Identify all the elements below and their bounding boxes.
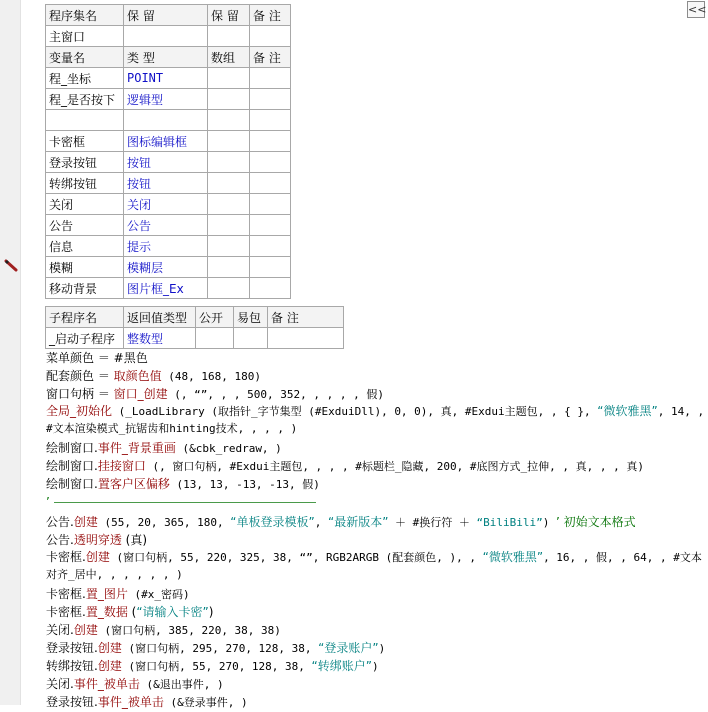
code-args: , 14, , #文本渲染模式_抗锯齿和hinting技术, , , , ) <box>46 405 705 435</box>
code-line[interactable] <box>46 513 706 531</box>
code-args: (#x_密码) <box>127 588 190 601</box>
code-text: 窗口句柄 ＝ <box>46 387 114 401</box>
code-line[interactable] <box>46 385 706 403</box>
code-text: 菜单颜色 ＝ <box>46 351 114 365</box>
header-cell: 保 留 <box>208 5 250 26</box>
header-cell: 数组 <box>208 47 250 68</box>
header-cell: 备 注 <box>250 5 291 26</box>
code-string: “微软雅黑” <box>597 404 658 418</box>
header-cell: 备 注 <box>250 47 291 68</box>
code-line[interactable] <box>46 639 706 657</box>
code-text: 配套颜色 ＝ <box>46 369 114 383</box>
table-row[interactable] <box>46 173 291 194</box>
sub-name-cell[interactable]: _启动子程序 <box>46 328 124 349</box>
table-row[interactable] <box>46 328 344 349</box>
header-cell: 返回值类型 <box>124 307 196 328</box>
code-func: 置客户区偏移 <box>97 477 170 491</box>
code-line[interactable] <box>46 621 706 639</box>
table-cell[interactable] <box>208 194 250 215</box>
code-args: (窗口句柄, 55, 220, 325, 38, “”, RGB2ARGB (配套颜色, ), , <box>109 551 483 564</box>
table-cell[interactable] <box>250 131 291 152</box>
table-cell[interactable] <box>208 257 250 278</box>
code-args: (窗口句柄, 55, 270, 128, 38, <box>121 660 312 673</box>
code-args: (&cbk_redraw, ) <box>175 442 282 455</box>
code-args: (_LoadLibrary (取指针_字节集型 (#ExduiDll), 0, 0), 真, #Exdui主题包, , { }, <box>112 405 598 418</box>
table-cell[interactable] <box>208 173 250 194</box>
table-cell[interactable] <box>250 173 291 194</box>
code-text: 绘制窗口. <box>46 441 98 455</box>
pen-edit-icon <box>4 258 18 272</box>
var-type-cell[interactable]: 图标编辑框 <box>124 131 208 152</box>
code-line[interactable] <box>46 457 706 475</box>
table-cell[interactable] <box>208 26 250 47</box>
code-line[interactable] <box>46 549 706 583</box>
code-args: ＋ #换行符 ＋ <box>388 516 477 529</box>
table-cell[interactable] <box>250 278 291 299</box>
header-cell: 保 留 <box>124 5 208 26</box>
var-name-cell[interactable]: 关闭 <box>46 194 124 215</box>
var-name-cell[interactable] <box>46 110 124 131</box>
table-row[interactable] <box>46 215 291 236</box>
table-cell[interactable] <box>250 257 291 278</box>
code-args: (13, 13, -13, -13, 假) <box>169 478 320 491</box>
table-cell[interactable] <box>208 131 250 152</box>
table-row <box>46 5 291 26</box>
header-cell: 程序集名 <box>46 5 124 26</box>
editor-gutter <box>0 0 21 705</box>
code-line[interactable] <box>46 657 706 675</box>
var-name-cell[interactable]: 卡密框 <box>46 131 124 152</box>
header-cell: 备 注 <box>268 307 344 328</box>
table-row[interactable] <box>46 194 291 215</box>
table-row <box>46 307 344 328</box>
code-line[interactable] <box>46 349 706 367</box>
table-cell[interactable] <box>250 89 291 110</box>
code-text: 卡密框. <box>46 550 86 564</box>
code-args: (&登录事件, ) <box>163 696 248 709</box>
table-cell[interactable] <box>208 152 250 173</box>
var-type-cell[interactable]: 按钮 <box>124 152 208 173</box>
code-func: 创建 <box>97 641 122 655</box>
code-editor[interactable] <box>46 349 706 711</box>
table-cell[interactable] <box>268 328 344 349</box>
table-cell[interactable] <box>250 152 291 173</box>
table-row[interactable] <box>46 110 291 131</box>
table-cell[interactable] <box>250 236 291 257</box>
code-args: , 16, , 假, , 64, , #文本对齐_居中, , , , , , ) <box>46 551 702 581</box>
code-func: 全局_初始化 <box>46 404 113 418</box>
table-row[interactable] <box>46 89 291 110</box>
code-string: “微软雅黑” <box>482 550 544 564</box>
code-text: 卡密框. <box>46 587 86 601</box>
code-string: “单板登录模板” <box>230 515 315 529</box>
header-cell: 变量名 <box>46 47 124 68</box>
var-type-cell[interactable]: POINT <box>124 68 208 89</box>
code-comment: ’ 初始文本格式 <box>556 515 636 529</box>
code-text: 绘制窗口. <box>46 477 98 491</box>
table-cell[interactable] <box>208 68 250 89</box>
table-row[interactable] <box>46 257 291 278</box>
var-type-cell[interactable]: 按钮 <box>124 173 208 194</box>
code-args: ) <box>208 605 214 619</box>
code-func: 置_数据 <box>85 605 128 619</box>
table-row[interactable] <box>46 26 291 47</box>
code-func: 窗口_创建 <box>113 387 168 401</box>
code-func: 取颜色值 <box>113 369 162 383</box>
code-text: 卡密框. <box>46 605 86 619</box>
code-string: “转绑账户” <box>311 659 372 673</box>
code-line[interactable] <box>46 675 706 693</box>
var-type-cell[interactable]: 逻辑型 <box>124 89 208 110</box>
header-cell: 公开 <box>196 307 234 328</box>
table-cell[interactable] <box>250 26 291 47</box>
code-text: 关闭. <box>46 623 74 637</box>
code-func: 创建 <box>97 659 122 673</box>
code-func: 挂接窗口 <box>97 459 146 473</box>
code-args: ) <box>378 642 386 655</box>
var-type-cell[interactable]: 公告 <box>124 215 208 236</box>
table-cell[interactable] <box>250 110 291 131</box>
code-line[interactable] <box>46 493 706 511</box>
code-line[interactable] <box>46 531 706 549</box>
table-cell[interactable] <box>250 215 291 236</box>
code-func: 事件_被单击 <box>97 695 164 709</box>
code-args: (, “”, , , 500, 352, , , , , 假) <box>167 388 384 401</box>
code-text: 绘制窗口. <box>46 459 98 473</box>
code-text: 公告. <box>46 533 74 547</box>
table-cell[interactable] <box>208 236 250 257</box>
code-func: 置_图片 <box>85 587 128 601</box>
comment-divider <box>54 502 316 503</box>
code-text: 登录按钮. <box>46 641 98 655</box>
header-cell: 子程序名 <box>46 307 124 328</box>
table-cell[interactable] <box>208 89 250 110</box>
table-cell[interactable] <box>124 26 208 47</box>
code-text: 登录按钮. <box>46 695 98 709</box>
code-args: (窗口句柄, 295, 270, 128, 38, <box>121 642 319 655</box>
assembly-table <box>45 4 291 299</box>
code-func: 事件_被单击 <box>73 677 140 691</box>
code-text: 公告. <box>46 515 74 529</box>
table-row[interactable] <box>46 278 291 299</box>
code-args: (&退出事件, ) <box>139 678 224 691</box>
code-args: (, 窗口句柄, #Exdui主题包, , , , #标题栏_隐藏, 200, #底图方式_拉伸, , 真, , , 真) <box>145 460 644 473</box>
table-cell[interactable] <box>234 328 268 349</box>
code-text: 转绑按钮. <box>46 659 98 673</box>
var-name-cell[interactable]: 模糊 <box>46 257 124 278</box>
code-string: “请输入卡密” <box>136 605 209 619</box>
header-cell: 类 型 <box>124 47 208 68</box>
code-string: “BiliBili” <box>476 516 543 529</box>
var-type-cell[interactable]: 关闭 <box>124 194 208 215</box>
code-func: 事件_背景重画 <box>97 441 176 455</box>
assembly-name-cell[interactable]: 主窗口 <box>46 26 124 47</box>
var-name-cell[interactable]: 信息 <box>46 236 124 257</box>
table-cell[interactable] <box>250 68 291 89</box>
return-type-cell[interactable]: 整数型 <box>124 328 196 349</box>
code-func: 创建 <box>73 623 98 637</box>
collapse-button[interactable]: << <box>688 3 707 16</box>
code-func: 透明穿透 <box>73 533 122 547</box>
table-row <box>46 47 291 68</box>
table-cell[interactable] <box>208 215 250 236</box>
code-func: 创建 <box>73 515 98 529</box>
var-type-cell[interactable]: 图片框_Ex <box>124 278 208 299</box>
code-args: , <box>314 516 328 529</box>
subroutine-table <box>45 306 344 349</box>
code-line[interactable] <box>46 439 706 457</box>
header-cell: 易包 <box>234 307 268 328</box>
var-type-cell[interactable]: 模糊层 <box>124 257 208 278</box>
var-name-cell[interactable]: 登录按钮 <box>46 152 124 173</box>
table-cell[interactable] <box>208 110 250 131</box>
table-row[interactable] <box>46 236 291 257</box>
code-args: (真) <box>121 533 148 547</box>
var-type-cell[interactable]: 提示 <box>124 236 208 257</box>
table-cell[interactable] <box>250 194 291 215</box>
table-row[interactable] <box>46 68 291 89</box>
code-args: ) <box>542 516 557 529</box>
var-name-cell[interactable]: 程_坐标 <box>46 68 124 89</box>
var-name-cell[interactable]: 程_是否按下 <box>46 89 124 110</box>
var-name-cell[interactable]: 转绑按钮 <box>46 173 124 194</box>
code-args: (55, 20, 365, 180, <box>97 516 231 529</box>
table-row[interactable] <box>46 152 291 173</box>
code-args: (窗口句柄, 385, 220, 38, 38) <box>97 624 281 637</box>
code-args: ) <box>371 660 379 673</box>
code-line[interactable] <box>46 367 706 385</box>
code-text: 关闭. <box>46 677 74 691</box>
table-cell[interactable] <box>196 328 234 349</box>
code-line[interactable] <box>46 475 706 493</box>
code-line[interactable] <box>46 403 706 437</box>
var-name-cell[interactable]: 移动背景 <box>46 278 124 299</box>
code-args: (48, 168, 180) <box>161 370 261 383</box>
var-name-cell[interactable]: 公告 <box>46 215 124 236</box>
code-string: “最新版本” <box>327 515 389 529</box>
code-const: #黑色 <box>113 351 148 365</box>
code-line[interactable] <box>46 585 706 603</box>
code-line[interactable] <box>46 603 706 621</box>
comment-mark: ’ <box>46 495 50 509</box>
code-line[interactable] <box>46 693 706 711</box>
table-row[interactable] <box>46 131 291 152</box>
code-func: 创建 <box>85 550 110 564</box>
code-string: “登录账户” <box>318 641 379 655</box>
table-cell[interactable] <box>208 278 250 299</box>
code-args: ( <box>127 605 137 619</box>
var-type-cell[interactable] <box>124 110 208 131</box>
